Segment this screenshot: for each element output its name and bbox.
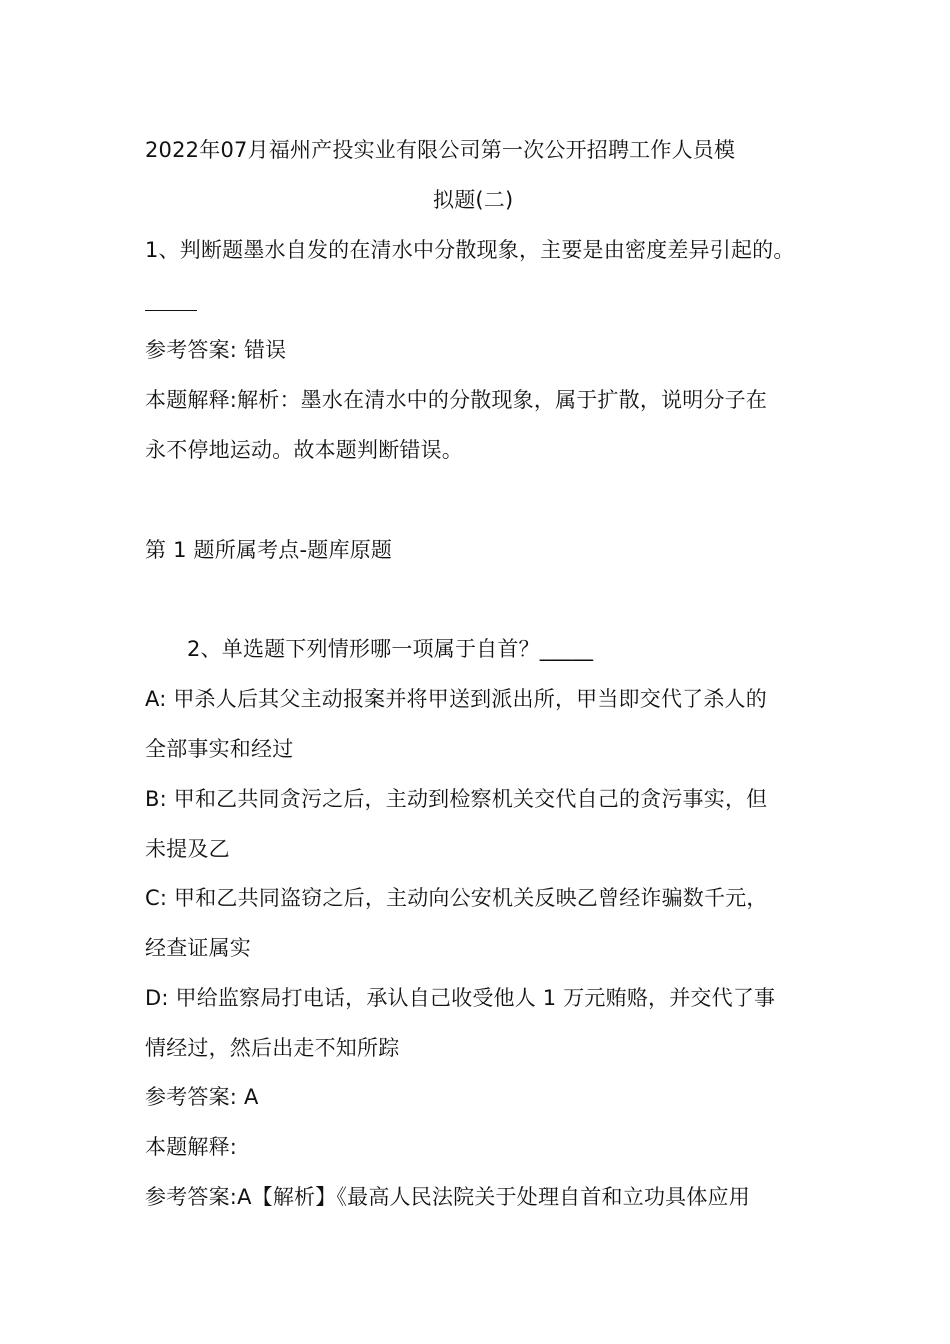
document-title-line-2: 拟题(二)	[433, 188, 514, 212]
question-2-option-d-line-2: 情经过，然后出走不知所踪	[145, 1036, 400, 1060]
question-1-answer: 参考答案: 错误	[145, 338, 287, 362]
question-2-option-a-line-2: 全部事实和经过	[145, 737, 294, 761]
document-title-line-1: 2022年07月福州产投实业有限公司第一次公开招聘工作人员模	[145, 138, 736, 162]
question-2-option-b-line-1: B: 甲和乙共同贪污之后，主动到检察机关交代自己的贪污事实，但	[145, 787, 768, 811]
question-2-option-a-line-1: A: 甲杀人后其父主动报案并将甲送到派出所，甲当即交代了杀人的	[145, 687, 767, 711]
question-1-explanation-line-1: 本题解释:解析：墨水在清水中的分散现象，属于扩散，说明分子在	[145, 388, 768, 412]
question-2-option-c-line-2: 经查证属实	[145, 936, 251, 960]
question-2-option-c-line-1: C: 甲和乙共同盗窃之后，主动向公安机关反映乙曾经诈骗数千元，	[145, 886, 768, 910]
question-2-option-d-line-1: D: 甲给监察局打电话，承认自己收受他人 1 万元贿赂，并交代了事	[145, 986, 776, 1010]
question-2-stem: 2、单选题下列情形哪一项属于自首？_____	[187, 637, 594, 661]
question-2-explanation-label: 本题解释:	[145, 1135, 238, 1159]
question-1-knowledge-point: 第 1 题所属考点-题库原题	[145, 538, 393, 562]
question-2-explanation-line-1: 参考答案:A【解析】《最高人民法院关于处理自首和立功具体应用	[145, 1185, 750, 1209]
question-2-answer: 参考答案: A	[145, 1085, 259, 1109]
question-1-stem: 1、判断题墨水自发的在清水中分散现象，主要是由密度差异引起的。	[145, 238, 795, 262]
answer-blank-line	[145, 310, 197, 311]
question-1-explanation-line-2: 永不停地运动。故本题判断错误。	[145, 438, 463, 462]
question-2-option-b-line-2: 未提及乙	[145, 837, 230, 861]
